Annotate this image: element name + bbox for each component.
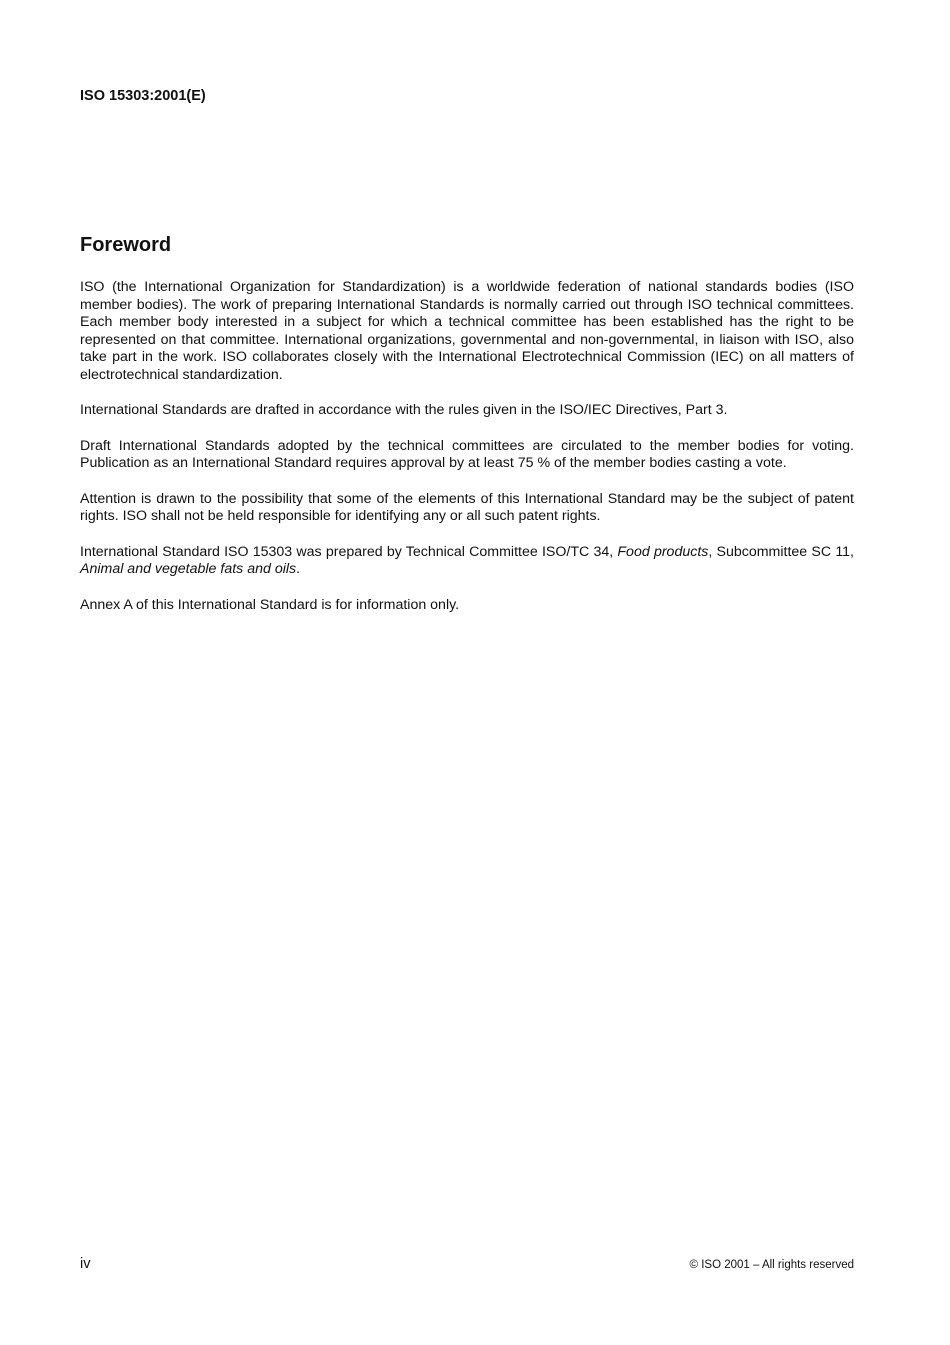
committee-text-suffix: .: [296, 561, 301, 577]
paragraph-voting: Draft International Standards adopted by the technical committees are circulated to the member bodies for voting. Publication as an International Standard requires approval by at least 75 % of the member bodies casting a vote.: [80, 437, 854, 471]
copyright-notice: © ISO 2001 – All rights reserved: [689, 1259, 854, 1271]
paragraph-iso-federation: ISO (the International Organization for Standardization) is a worldwide federation of national standards bodies (ISO member bodies). The work of preparing International Standards is normally carried out through ISO technical committees. Each member body interested in a subject for which a technical committee has been established has the right to be represented on that committee. International organizations, governmental and non-governmental, in liaison with ISO, also take part in the work. ISO collaborates closely with the International Electrotechnical Commission (IEC) on all matters of electrotechnical standardization.: [80, 279, 854, 383]
section-title: Foreword: [80, 234, 172, 256]
subcommittee-title: Animal and vegetable fats and oils: [80, 561, 297, 577]
committee-title: Food products: [617, 543, 709, 560]
paragraph-committee: [80, 544, 854, 579]
paragraph-patent-rights: Attention is drawn to the possibility that some of the elements of this International Standard may be the subject of patent rights. ISO shall not be held responsible for identifying any or all such patent rights.: [80, 490, 854, 524]
paragraph-directives: International Standards are drafted in accordance with the rules given in the ISO/IEC Directives, Part 3.: [80, 402, 728, 418]
foreword-body: [80, 279, 854, 632]
document-identifier: ISO 15303:2001(E): [80, 88, 206, 104]
paragraph-annex: Annex A of this International Standard is for information only.: [80, 596, 460, 613]
committee-text-prefix: International Standard ISO 15303 was prepared by Technical Committee ISO/TC 34,: [80, 543, 618, 560]
page-number: iv: [80, 1256, 91, 1272]
committee-text-middle: , Subcommittee SC 11,: [708, 543, 854, 560]
